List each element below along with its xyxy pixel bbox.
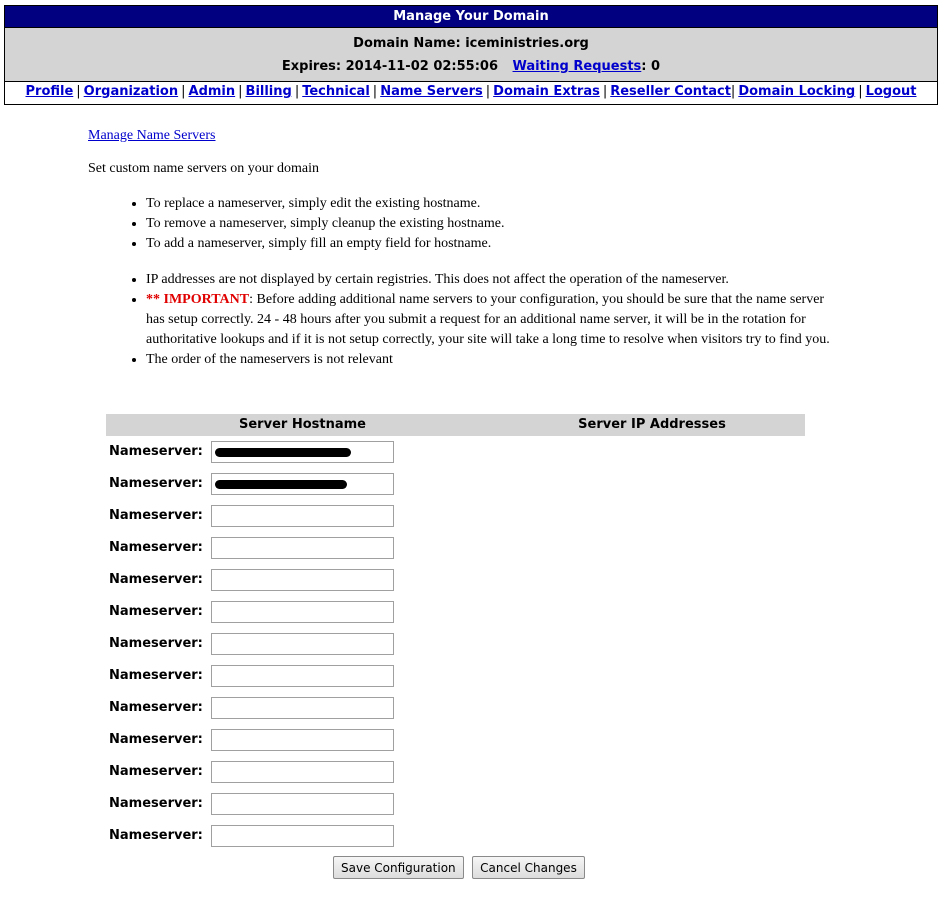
nav-separator: | <box>730 84 736 99</box>
nameserver-label: Nameserver: <box>109 700 203 715</box>
table-row <box>106 756 805 788</box>
nameserver-label: Nameserver: <box>109 764 203 779</box>
nav-billing[interactable]: Billing <box>245 84 292 99</box>
nameserver-label: Nameserver: <box>109 796 203 811</box>
cancel-changes-button[interactable]: Cancel Changes <box>472 856 585 879</box>
nav-separator: | <box>372 84 378 99</box>
table-row <box>106 596 805 628</box>
nav-separator: | <box>238 84 243 99</box>
nav-separator: | <box>294 84 300 99</box>
intro-text: Set custom name servers on your domain <box>88 161 319 176</box>
col-header-hostname: Server Hostname <box>239 417 366 432</box>
waiting-requests-count: : 0 <box>641 59 661 74</box>
nameserver-label: Nameserver: <box>109 508 203 523</box>
domain-label: Domain Name: <box>353 36 461 51</box>
table-row <box>106 500 805 532</box>
list-item: • To remove a nameserver, simply cleanup the existing hostname. <box>146 214 868 234</box>
nav-separator: | <box>181 84 186 99</box>
notes-list <box>88 270 846 370</box>
table-row <box>106 724 805 756</box>
nameserver-label: Nameserver: <box>109 636 203 651</box>
nameserver-input[interactable] <box>211 761 394 783</box>
table-row <box>106 564 805 596</box>
nameserver-label: Nameserver: <box>109 540 203 555</box>
nameserver-input[interactable] <box>211 633 394 655</box>
nameserver-rows <box>106 436 805 852</box>
table-row <box>106 468 805 500</box>
list-item: • To replace a nameserver, simply edit the existing hostname. <box>146 194 868 214</box>
nav-domain-extras[interactable]: Domain Extras <box>493 84 600 99</box>
nav-admin[interactable]: Admin <box>188 84 236 99</box>
nameserver-input[interactable] <box>211 601 394 623</box>
nav-organization[interactable]: Organization <box>83 84 179 99</box>
nav-name-servers[interactable]: Name Servers <box>380 84 483 99</box>
nav-separator: | <box>76 84 81 99</box>
list-item: • The order of the nameservers is not relevant <box>146 350 846 370</box>
nameserver-label: Nameserver: <box>109 476 203 491</box>
breadcrumb-manage-name-servers[interactable]: Manage Name Servers <box>88 128 216 143</box>
list-item-important <box>146 290 846 350</box>
nav-separator: | <box>858 84 863 99</box>
form-buttons <box>333 856 590 879</box>
nameserver-input[interactable] <box>211 505 394 527</box>
nameserver-label: Nameserver: <box>109 668 203 683</box>
nameserver-input[interactable] <box>211 697 394 719</box>
nameserver-label: Nameserver: <box>109 604 203 619</box>
table-header <box>106 414 805 436</box>
nameserver-table <box>106 414 805 852</box>
nameserver-input[interactable] <box>211 825 394 847</box>
nav-logout[interactable]: Logout <box>865 84 917 99</box>
table-row <box>106 820 805 852</box>
nav-separator: | <box>485 84 491 99</box>
nameserver-label: Nameserver: <box>109 732 203 747</box>
col-header-ip: Server IP Addresses <box>578 417 726 432</box>
important-text: : Before adding additional name servers to your configuration, you should be sure that the name server has setup correctly. 24 - 48 hours after you submit a request for an additional name server, it will be in the rotation for authoritative lookups and if it is not setup correctly, your site will take a long time to resolve when visitors try to find you. <box>146 292 830 347</box>
nameserver-label: Nameserver: <box>109 444 203 459</box>
table-row <box>106 660 805 692</box>
nameserver-input[interactable] <box>211 569 394 591</box>
table-row <box>106 692 805 724</box>
table-row <box>106 532 805 564</box>
nav-bar <box>5 81 937 104</box>
nav-technical[interactable]: Technical <box>302 84 370 99</box>
table-row <box>106 788 805 820</box>
domain-value: iceministries.org <box>465 36 589 51</box>
instructions-list <box>88 194 868 254</box>
main-content <box>88 128 868 370</box>
waiting-requests-link[interactable]: Waiting Requests <box>512 59 642 74</box>
nav-profile[interactable]: Profile <box>25 84 74 99</box>
expires-label: Expires: <box>281 59 342 74</box>
important-label: ** IMPORTANT <box>146 292 250 307</box>
nav-domain-locking[interactable]: Domain Locking <box>738 84 856 99</box>
table-row <box>106 436 805 468</box>
table-row <box>106 628 805 660</box>
domain-header <box>4 5 938 105</box>
list-item: • To add a nameserver, simply fill an empty field for hostname. <box>146 234 868 254</box>
save-configuration-button[interactable]: Save Configuration <box>333 856 464 879</box>
nameserver-input[interactable] <box>211 729 394 751</box>
redaction-mark <box>215 448 351 457</box>
nameserver-input[interactable] <box>211 793 394 815</box>
nameserver-label: Nameserver: <box>109 572 203 587</box>
nameserver-label: Nameserver: <box>109 828 203 843</box>
nav-separator: | <box>602 84 608 99</box>
list-item: • IP addresses are not displayed by certain registries. This does not affect the operation of the nameserver. <box>146 270 846 290</box>
page-title: Manage Your Domain <box>5 6 937 28</box>
domain-name-row <box>5 31 937 56</box>
redaction-mark <box>215 480 347 489</box>
expires-row <box>5 56 937 78</box>
expires-value: 2014-11-02 02:55:06 <box>345 59 498 74</box>
nav-reseller-contact[interactable]: Reseller Contact <box>610 84 731 99</box>
nameserver-input[interactable] <box>211 665 394 687</box>
nameserver-input[interactable] <box>211 537 394 559</box>
